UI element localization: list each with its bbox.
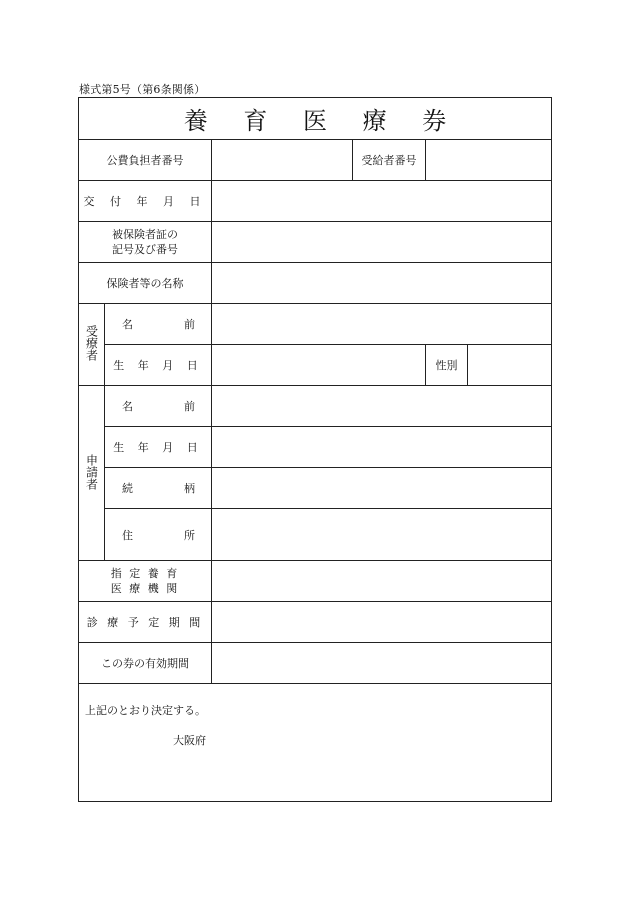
insurer-name-label: 保険者等の名称 [79,263,212,304]
applicant-address-label-a: 住 [122,528,133,542]
patient-dob-value[interactable] [212,345,426,386]
insurer-name-row [79,263,552,304]
patient-dob-label: 生 年 月 日 [105,345,212,386]
public-payer-label: 公費負担者番号 [79,140,212,181]
form-number-label: 様式第5号（第6条関係） [79,83,206,96]
medical-ticket-form [78,97,552,802]
applicant-name-value[interactable] [212,386,552,427]
scheduled-period-label: 診 療 予 定 期 間 [79,602,212,643]
facility-label [79,561,212,602]
issue-date-label: 交 付 年 月 日 [79,181,212,222]
applicant-relation-label-a: 続 [122,482,133,495]
public-payer-value[interactable] [212,140,353,181]
facility-label-line1: 指 定 養 育 [110,567,180,580]
patient-name-value[interactable] [212,304,552,345]
patient-name-row [79,304,552,345]
insurance-cert-value[interactable] [212,222,552,263]
applicant-address-value[interactable] [212,509,552,561]
validity-period-row [79,643,552,684]
patient-sex-value[interactable] [468,345,552,386]
scheduled-period-row [79,602,552,643]
facility-label-line2: 医 療 機 関 [110,582,180,595]
issuer-name: 大阪府 [173,734,206,747]
patient-sex-label: 性別 [426,345,468,386]
decision-statement: 上記のとおり決定する。 [85,704,206,717]
applicant-address-row [79,509,552,561]
patient-group-label: 受療者 [79,304,105,386]
patient-name-label-a: 名 [122,318,133,331]
form-title: 養 育 医 療 券 [79,98,552,140]
insurance-cert-label [79,222,212,263]
scheduled-period-value[interactable] [212,602,552,643]
applicant-group-label: 申請者 [79,386,105,561]
applicant-name-label [105,386,212,427]
validity-period-value[interactable] [212,643,552,684]
patient-name-label [105,304,212,345]
footer-cell [79,684,552,802]
issue-date-row [79,181,552,222]
applicant-relation-label-b: 柄 [184,482,195,495]
applicant-dob-label: 生 年 月 日 [105,427,212,468]
applicant-relation-label [105,468,212,509]
insurer-name-value[interactable] [212,263,552,304]
applicant-relation-row [79,468,552,509]
patient-dob-row [79,345,552,386]
applicant-dob-row [79,427,552,468]
applicant-name-label-b: 前 [184,400,195,413]
recipient-no-value[interactable] [426,140,552,181]
public-payer-row [79,140,552,181]
applicant-address-label [105,509,212,561]
facility-row [79,561,552,602]
applicant-dob-value[interactable] [212,427,552,468]
recipient-no-label: 受給者番号 [353,140,426,181]
applicant-address-label-b: 所 [184,528,195,542]
insurance-cert-label-line1: 被保険者証の [112,228,178,241]
issue-date-value[interactable] [212,181,552,222]
insurance-cert-row [79,222,552,263]
title-row [79,98,552,140]
insurance-cert-label-line2: 記号及び番号 [112,243,178,256]
footer-row [79,684,552,802]
applicant-name-label-a: 名 [122,400,133,413]
validity-period-label: この券の有効期間 [79,643,212,684]
facility-value[interactable] [212,561,552,602]
applicant-name-row [79,386,552,427]
applicant-relation-value[interactable] [212,468,552,509]
patient-name-label-b: 前 [184,318,195,331]
